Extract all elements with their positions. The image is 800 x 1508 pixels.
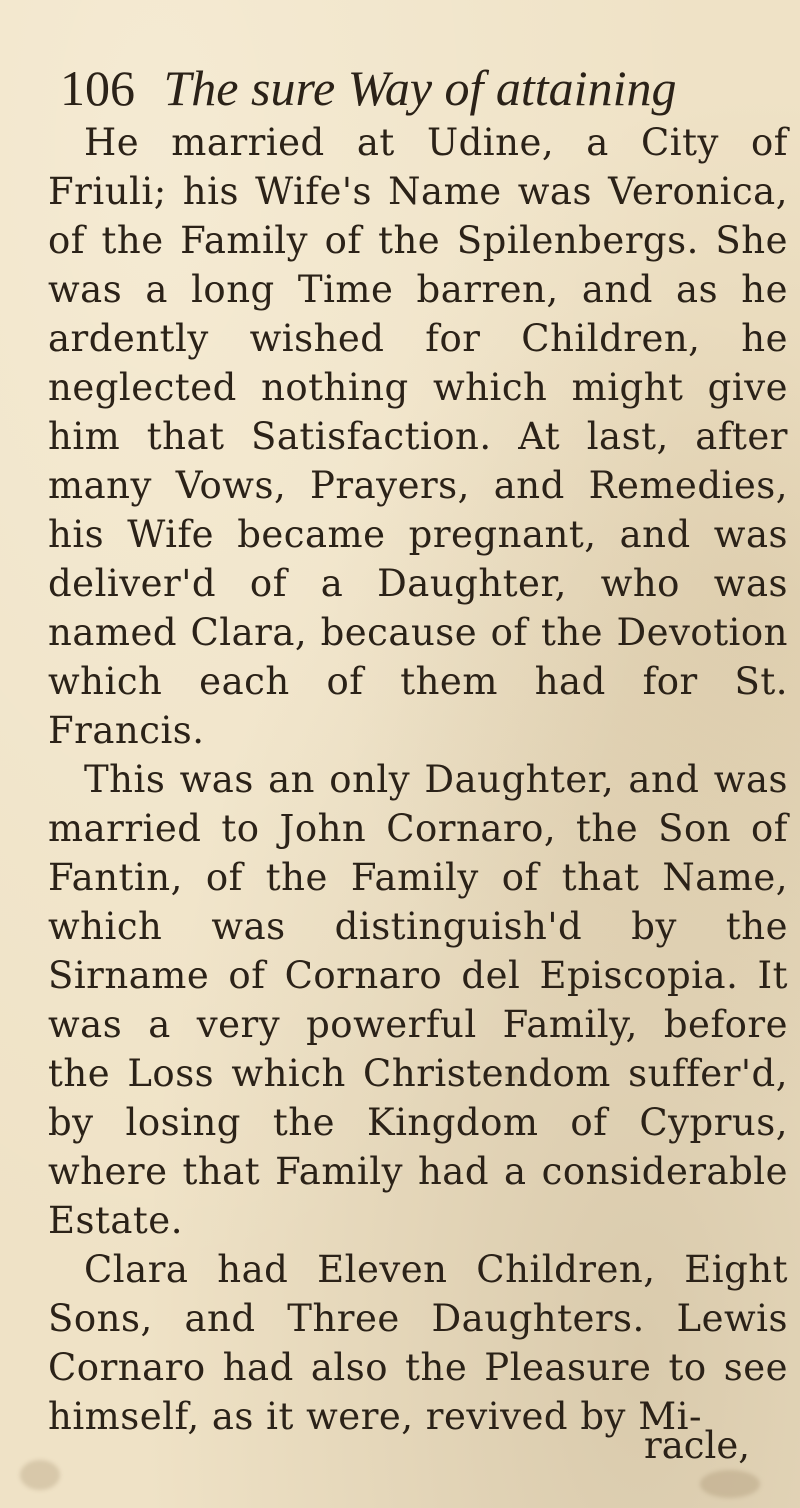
paragraph: This was an only Daughter, and was married to John Cornaro, the Son of Fantin, of the Family of that Name, which was distinguish'd by the Sirname of Cornaro del Episcopia. It was a very powerful Family, before the Loss which Christendom suffer'd, by losing the Kingdom of Cyprus, where that Family had a considerable Estate. (48, 758, 788, 1242)
paragraph: He married at Udine, a City of Friuli; his Wife's Name was Veronica, of the Family of the Spilenbergs. She was a long Time barren, and as he ardently wished for Children, he neglected nothing which might give him that Satisfaction. At last, after many Vows, Prayers, and Remedies, his Wife became pregnant, and was deliver'd of a Daughter, who was named Clara, because of the Devotion which each of them had for St. Francis. (48, 121, 788, 752)
paper-stain (700, 1470, 760, 1498)
page-body (48, 118, 788, 1441)
catchword: racle, (644, 1424, 750, 1467)
page-number: 106 (60, 60, 135, 116)
running-head: The sure Way of attaining (163, 60, 677, 116)
paragraph: Clara had Eleven Children, Eight Sons, and Three Daughters. Lewis Cornaro had also the Pleasure to see himself, as it were, revived by Mi- (48, 1248, 788, 1438)
paper-stain (20, 1460, 60, 1490)
page-header (60, 58, 780, 118)
